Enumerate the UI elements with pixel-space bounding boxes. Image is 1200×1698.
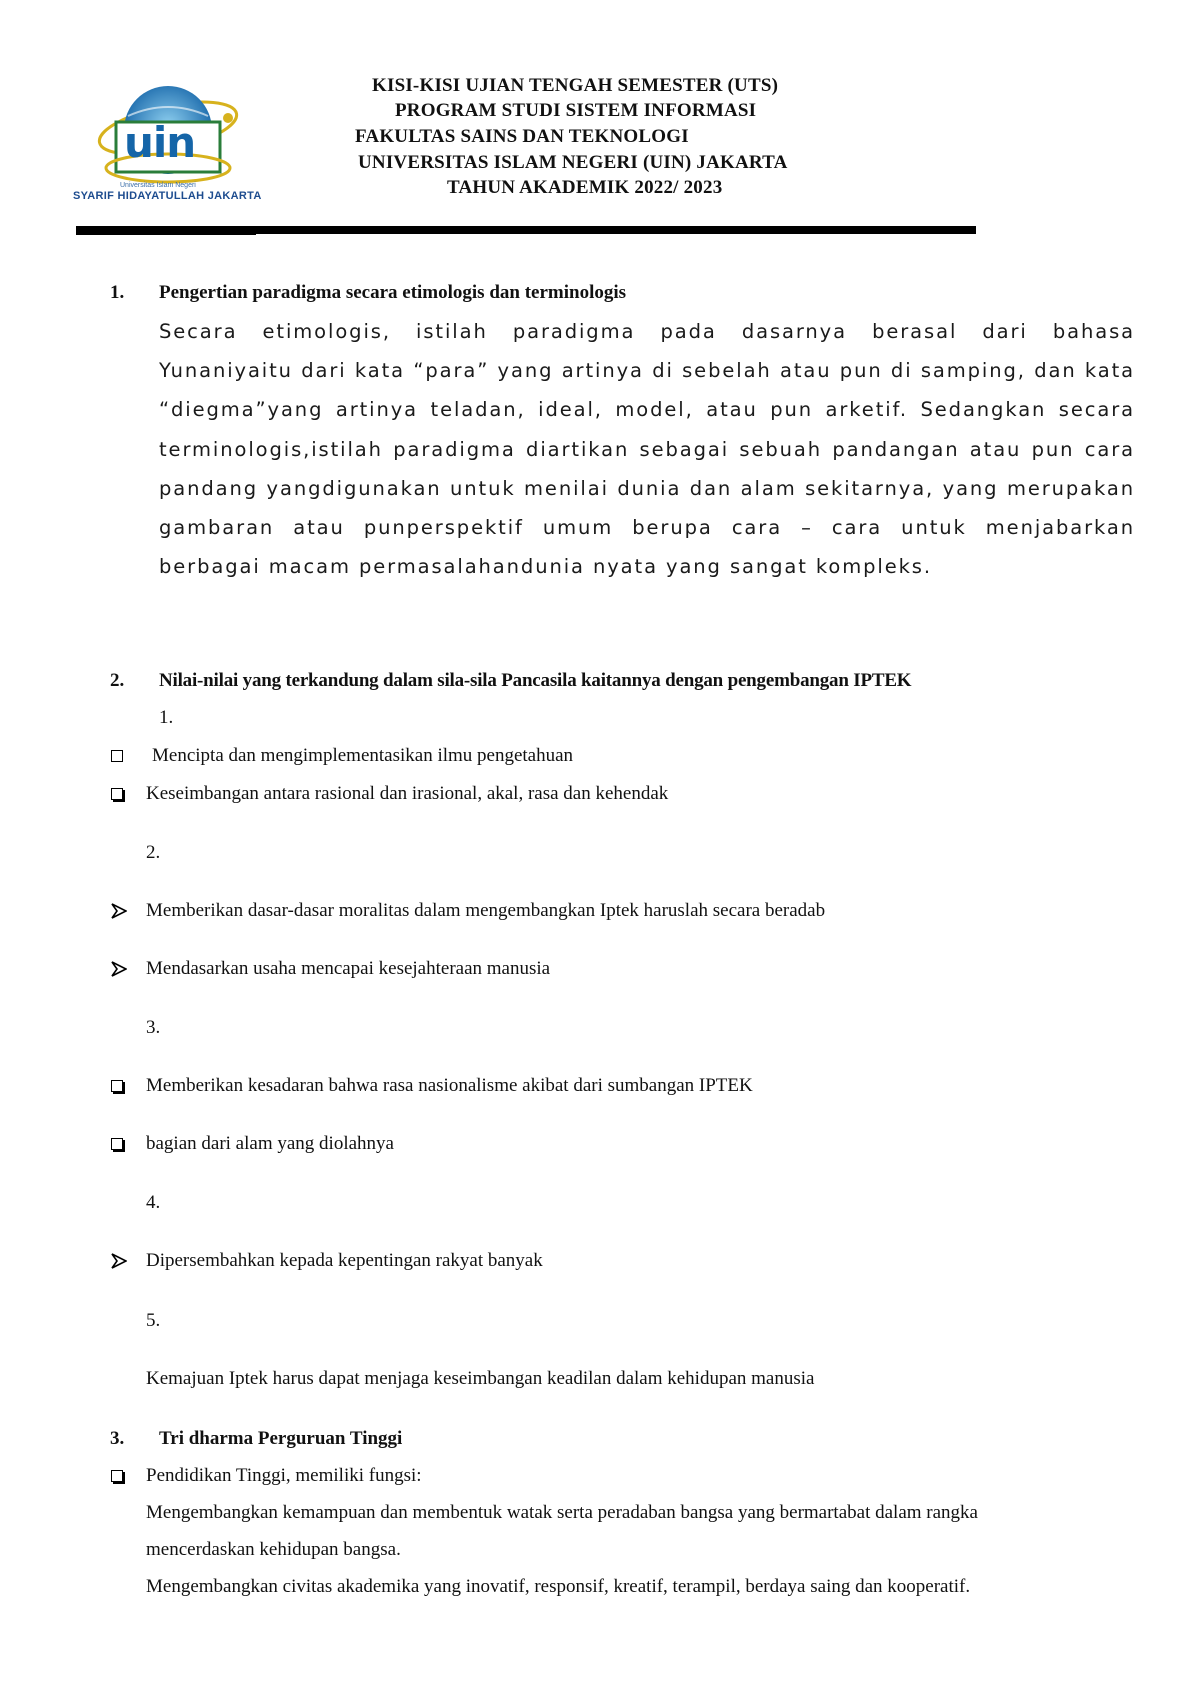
arrow-bullet-icon: [111, 903, 127, 919]
checkbox-icon: [111, 1138, 123, 1150]
arrow-bullet-icon: [111, 961, 127, 977]
header-divider: [76, 226, 976, 234]
group-2-label: 2.: [146, 842, 161, 863]
logo-caption: SYARIF HIDAYATULLAH JAKARTA: [73, 190, 262, 202]
section-1-title: Pengertian paradigma secara etimologis dan terminologis: [159, 282, 627, 303]
group-1-label: 1.: [159, 707, 174, 728]
header-line-3: FAKULTAS SAINS DAN TEKNOLOGI: [355, 126, 689, 147]
list-item: Kemajuan Iptek harus dapat menjaga keseimbangan keadilan dalam kehidupan manusia: [146, 1368, 815, 1389]
logo-text: uin: [124, 118, 196, 167]
header-line-2: PROGRAM STUDI SISTEM INFORMASI: [395, 100, 757, 121]
text-line: Mengembangkan civitas akademika yang inovatif, responsif, kreatif, terampil, berdaya saing dan kooperatif.: [146, 1576, 971, 1597]
text-line: Mengembangkan kemampuan dan membentuk watak serta peradaban bangsa yang bermartabat dalam rangka: [146, 1502, 978, 1523]
checkbox-icon: [111, 788, 123, 800]
header-line-5: TAHUN AKADEMIK 2022/ 2023: [447, 177, 723, 198]
list-item: bagian dari alam yang diolahnya: [146, 1133, 394, 1154]
list-item: Mendasarkan usaha mencapai kesejahteraan manusia: [146, 958, 551, 979]
arrow-bullet-icon: [111, 1253, 127, 1269]
checkbox-icon: [111, 750, 123, 762]
group-3-label: 3.: [146, 1017, 161, 1038]
checkbox-icon: [111, 1470, 123, 1482]
section-1-number: 1.: [110, 282, 125, 303]
section-3-title: Tri dharma Perguruan Tinggi: [159, 1428, 403, 1449]
text-line: mencerdaskan kehidupan bangsa.: [146, 1539, 401, 1560]
section-1-paragraph: Secara etimologis, istilah paradigma pada dasarnya berasal dari bahasa Yunaniyaitu dari kata “para” yang artinya di sebelah atau pun di samping, dan kata “diegma”yang artinya teladan, ideal, model, atau pun arketif. Sedangkan secara terminologis,istilah paradigma diartikan sebagai sebuah pandangan atau pun cara pandang yangdigunakan untuk menilai dunia dan alam sekitarnya, yang merupakan gambaran atau punperspektif umum berupa cara – cara untuk menjabarkan berbagai macam permasalahandunia nyata yang sangat kompleks.: [159, 320, 1135, 579]
list-item: Keseimbangan antara rasional dan irasional, akal, rasa dan kehendak: [146, 783, 669, 804]
list-item: Mencipta dan mengimplementasikan ilmu pengetahuan: [152, 745, 574, 766]
section-3-number: 3.: [110, 1428, 125, 1449]
header-divider-thin: [76, 234, 256, 235]
section-2-number: 2.: [110, 670, 125, 691]
group-4-label: 4.: [146, 1192, 161, 1213]
list-item: Memberikan dasar-dasar moralitas dalam mengembangkan Iptek haruslah secara beradab: [146, 900, 826, 921]
section-2-title: Nilai-nilai yang terkandung dalam sila-sila Pancasila kaitannya dengan pengembangan IPTEK: [159, 670, 912, 691]
group-5-label: 5.: [146, 1310, 161, 1331]
header-line-4: UNIVERSITAS ISLAM NEGERI (UIN) JAKARTA: [358, 152, 788, 173]
logo-caption-small: Universitas Islam Negeri: [120, 182, 196, 189]
list-item: Memberikan kesadaran bahwa rasa nasionalisme akibat dari sumbangan IPTEK: [146, 1075, 753, 1096]
checkbox-icon: [111, 1080, 123, 1092]
list-item: Pendidikan Tinggi, memiliki fungsi:: [146, 1465, 422, 1486]
header-line-1: KISI-KISI UJIAN TENGAH SEMESTER (UTS): [372, 75, 779, 96]
list-item: Dipersembahkan kepada kepentingan rakyat banyak: [146, 1250, 543, 1271]
